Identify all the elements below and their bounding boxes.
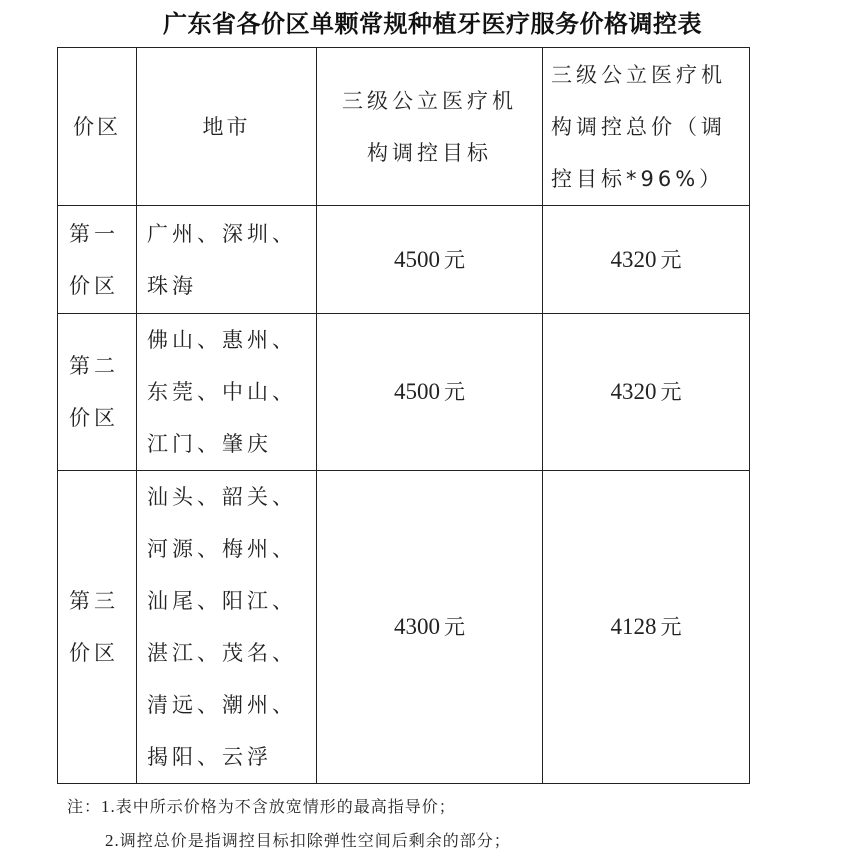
note-text: 表中所示价格为不含放宽情形的最高指导价； (115, 797, 456, 816)
note-number: 1. (101, 797, 116, 816)
table-row (58, 206, 750, 314)
currency-unit: 元 (444, 247, 465, 272)
zone-cell (58, 471, 137, 784)
city-list: 汕头、韶关、河源、梅州、汕尾、阳江、湛江、茂名、清远、潮州、揭阳、云浮 (147, 485, 297, 769)
target-price-value: 4500 (394, 246, 440, 272)
note-number: 2. (105, 831, 120, 850)
total-price-value: 4320 (610, 379, 657, 404)
table-row (58, 471, 750, 784)
zone-cell (58, 206, 137, 314)
header-city (137, 48, 317, 206)
total-price-value: 4320 (610, 246, 657, 272)
header-city-label: 地市 (202, 114, 251, 139)
target-price-cell (317, 471, 543, 784)
total-price-value: 4128 (610, 614, 657, 639)
note-item (67, 790, 511, 824)
zone-label: 第二价区 (69, 354, 119, 430)
note-item (67, 824, 511, 858)
city-list: 佛山、惠州、东莞、中山、江门、肇庆 (147, 328, 297, 456)
table-header-row (58, 48, 750, 206)
header-total-label: 三级公立医疗机构调控总价（调控目标*96%） (551, 62, 726, 191)
currency-unit: 元 (660, 615, 682, 639)
city-list: 广州、深圳、珠海 (147, 221, 297, 298)
target-price-cell (317, 314, 543, 471)
total-price-cell (543, 206, 750, 314)
target-price-value: 4300 (394, 614, 440, 639)
header-target-label: 三级公立医疗机构调控目标 (342, 88, 517, 165)
currency-unit: 元 (444, 615, 465, 639)
currency-unit: 元 (660, 380, 682, 404)
header-zone (58, 48, 137, 206)
notes-prefix: 注： (67, 797, 102, 816)
table-row (58, 314, 750, 471)
zone-label: 第三价区 (69, 589, 119, 665)
header-total (543, 48, 750, 206)
total-price-cell (543, 314, 750, 471)
table-notes (67, 790, 511, 858)
zone-label: 第一价区 (69, 221, 119, 298)
target-price-value: 4500 (394, 379, 440, 404)
note-text: 调控总价是指调控目标扣除弹性空间后剩余的部分； (119, 831, 511, 850)
city-cell (137, 471, 317, 784)
currency-unit: 元 (660, 247, 682, 272)
city-cell (137, 314, 317, 471)
total-price-cell (543, 471, 750, 784)
city-cell (137, 206, 317, 314)
header-zone-label: 价区 (73, 114, 121, 139)
zone-cell (58, 314, 137, 471)
target-price-cell (317, 206, 543, 314)
price-control-table (57, 47, 750, 784)
currency-unit: 元 (444, 380, 465, 404)
page-title: 广东省各价区单颗常规种植牙医疗服务价格调控表 (163, 10, 702, 38)
header-target (317, 48, 543, 206)
